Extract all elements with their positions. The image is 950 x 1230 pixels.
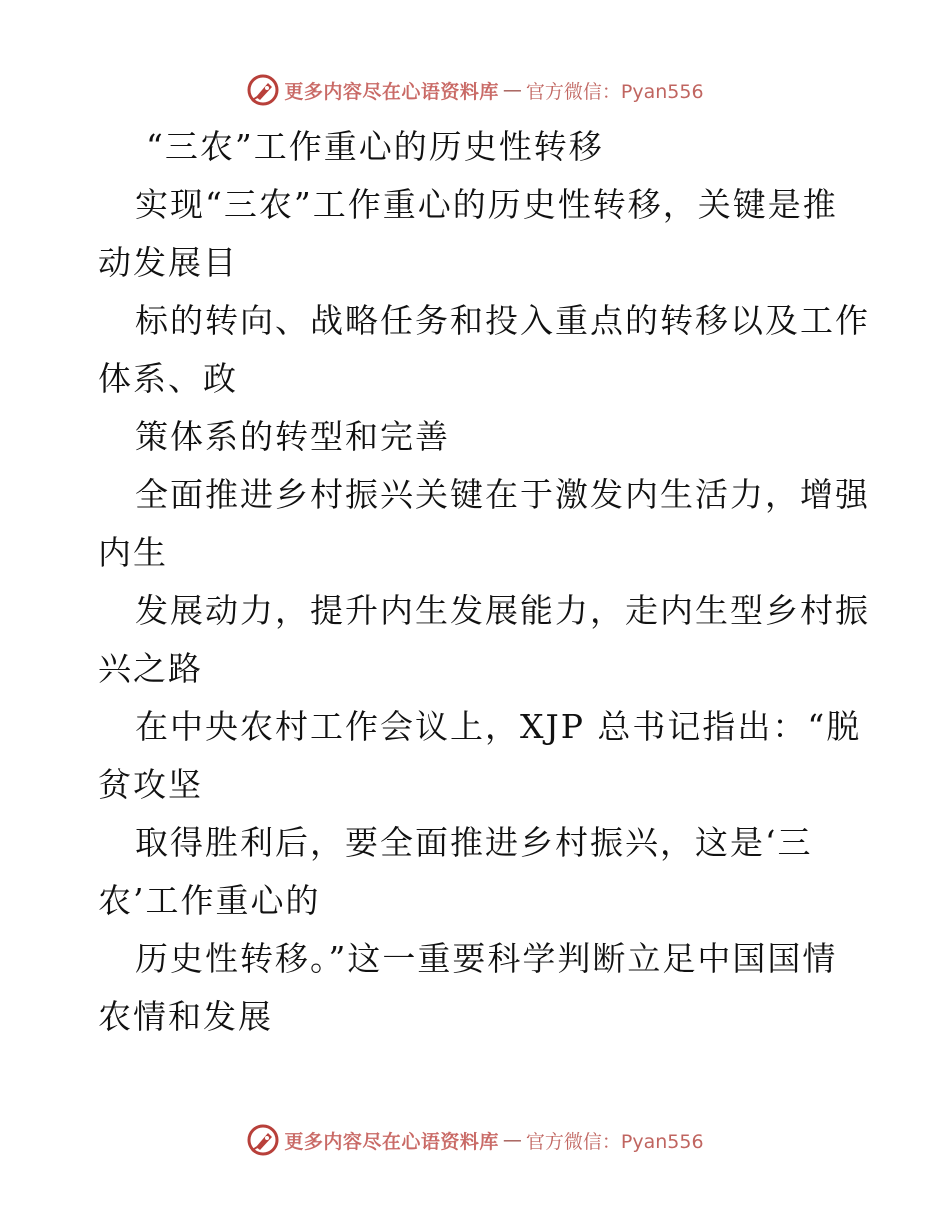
paragraph-line: 实现“三农”工作重心的历史性转移，关键是推 — [135, 185, 838, 224]
paragraph-line: 标的转向、战略任务和投入重点的转移以及工作 — [135, 301, 870, 340]
document-title: “三农”工作重心的历史性转移 — [146, 127, 604, 166]
paragraph-line: 内生 — [98, 533, 168, 572]
paragraph-line: 体系、政 — [98, 359, 238, 398]
footer-banner-separator: — — [502, 1129, 522, 1151]
paragraph-line: 全面推进乡村振兴关键在于激发内生活力，增强 — [135, 475, 870, 514]
footer-banner-content — [246, 1123, 703, 1157]
paragraph-line: 取得胜利后，要全面推进乡村振兴，这是‘三 — [135, 823, 813, 862]
paragraph-line: 动发展目 — [98, 243, 238, 282]
footer-banner-contact: 官方微信：Pyan556 — [525, 1130, 704, 1153]
pen-nib-logo-icon — [246, 1123, 280, 1157]
footer-banner — [0, 1120, 950, 1160]
paragraph-line: 农’工作重心的 — [98, 881, 321, 920]
paragraph-line: 农情和发展 — [98, 997, 273, 1036]
header-banner-separator: — — [502, 79, 522, 101]
paragraph-line: 发展动力，提升内生发展能力，走内生型乡村振 — [135, 591, 870, 630]
paragraph-line: 贫攻坚 — [98, 765, 203, 804]
header-banner-contact: 官方微信：Pyan556 — [525, 80, 704, 103]
header-banner — [0, 70, 950, 110]
header-banner-text: 更多内容尽在心语资料库 — [284, 80, 499, 103]
header-banner-content — [246, 73, 703, 107]
paragraph-line: 在中央农村工作会议上，XJP 总书记指出：“脱 — [135, 707, 862, 746]
footer-banner-text: 更多内容尽在心语资料库 — [284, 1130, 499, 1153]
paragraph-line: 策体系的转型和完善 — [135, 417, 450, 456]
document-body — [98, 118, 870, 1046]
paragraph-line: 兴之路 — [98, 649, 203, 688]
pen-nib-logo-icon — [246, 73, 280, 107]
paragraph-line: 历史性转移。”这一重要科学判断立足中国国情 — [135, 939, 838, 978]
